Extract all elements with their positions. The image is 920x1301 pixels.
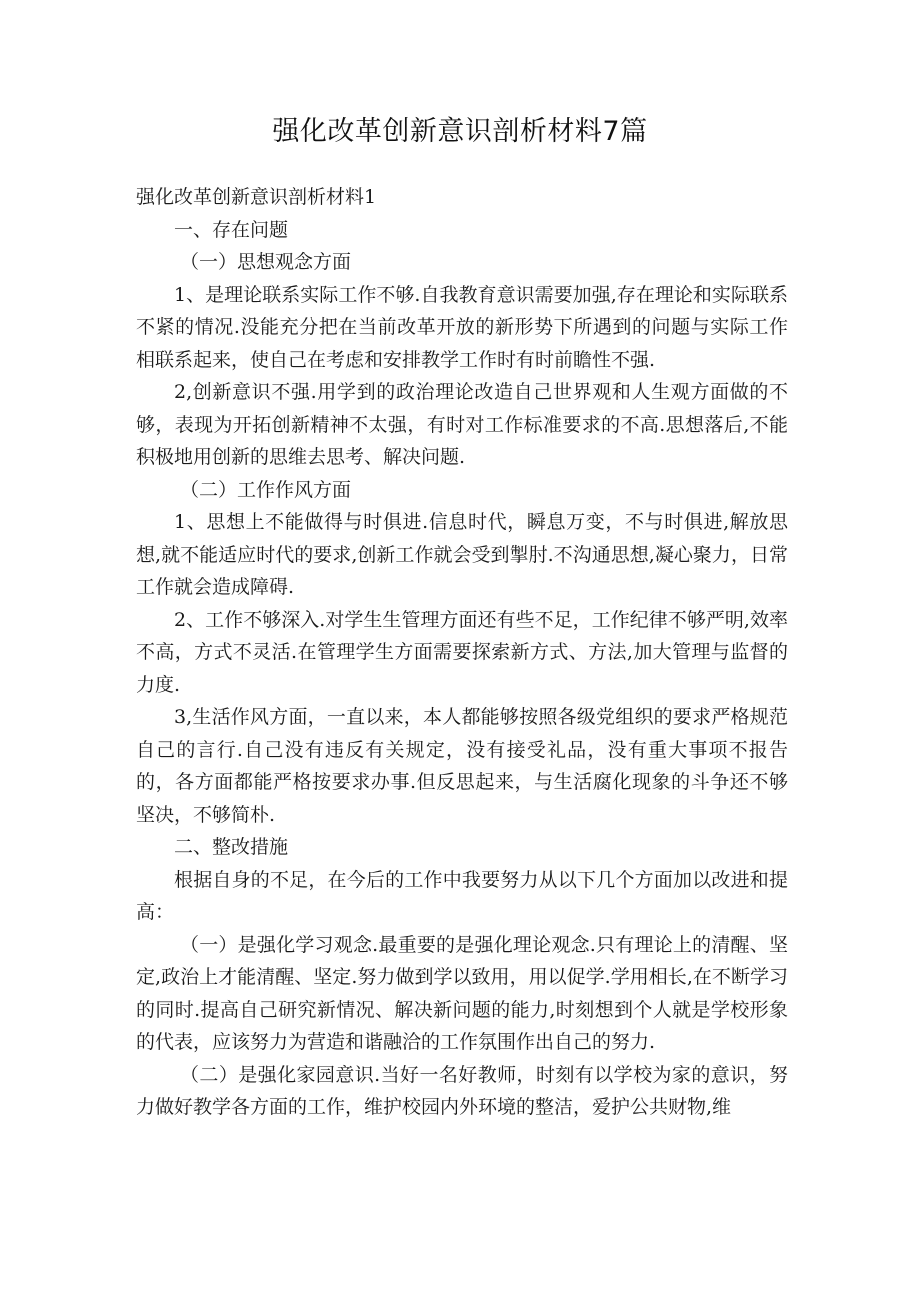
section-subtitle: 强化改革创新意识剖析材料1 [136, 186, 377, 208]
paragraph: （二）是强化家园意识.当好一名好教师，时刻有以学校为家的意识，努力做好教学各方面的工作，维护校园内外环境的整洁，爱护公共财物,维 [136, 1063, 788, 1118]
subheading-work-style: （二）工作作风方面 [180, 478, 352, 501]
heading-problems: 一、存在问题 [174, 218, 289, 241]
paragraph: 1、是理论联系实际工作不够.自我教育意识需要加强,存在理论和实际联系不紧的情况.没能充分把在当前改革开放的新形势下所遇到的问题与实际工作相联系起来，使自己在考虑和安排教学工作时有时前瞻性不强. [136, 283, 788, 371]
paragraph: 1、思想上不能做得与时俱进.信息时代，瞬息万变，不与时俱进,解放思想,就不能适应时代的要求,创新工作就会受到掣肘.不沟通思想,凝心聚力，日常工作就会造成障碍. [136, 511, 788, 598]
paragraph: 根据自身的不足，在今后的工作中我要努力从以下几个方面加以改进和提高： [136, 868, 788, 923]
subheading-thinking: （一）思想观念方面 [180, 251, 352, 273]
paragraph: 3,生活作风方面，一直以来，本人都能够按照各级党组织的要求严格规范自己的言行.自己没有违反有关规定，没有接受礼品，没有重大事项不报告的，各方面都能严格按要求办事.但反思起来，与生活腐化现象的斗争还不够坚决，不够简朴. [136, 706, 788, 826]
heading-measures: 二、整改措施 [174, 836, 289, 858]
document-body [136, 181, 788, 1124]
paragraph: （一）是强化学习观念.最重要的是强化理论观念.只有理论上的清醒、坚定,政治上才能清醒、坚定.努力做到学以致用，用以促学.学用相长,在不断学习的同时.提高自己研究新情况、解决新问题的能力,时刻想到个人就是学校形象的代表，应该努力为营造和谐融洽的工作氛围作出自己的努力. [136, 933, 788, 1053]
paragraph: 2,创新意识不强.用学到的政治理论改造自己世界观和人生观方面做的不够，表现为开拓创新精神不太强，有时对工作标准要求的不高.思想落后,不能积极地用创新的思维去思考、解决问题. [136, 381, 788, 468]
document-title: 强化改革创新意识剖析材料7篇 [272, 116, 648, 147]
paragraph: 2、工作不够深入.对学生生管理方面还有些不足，工作纪律不够严明,效率不高，方式不灵活.在管理学生方面需要探索新方式、方法,加大管理与监督的力度. [136, 608, 788, 696]
